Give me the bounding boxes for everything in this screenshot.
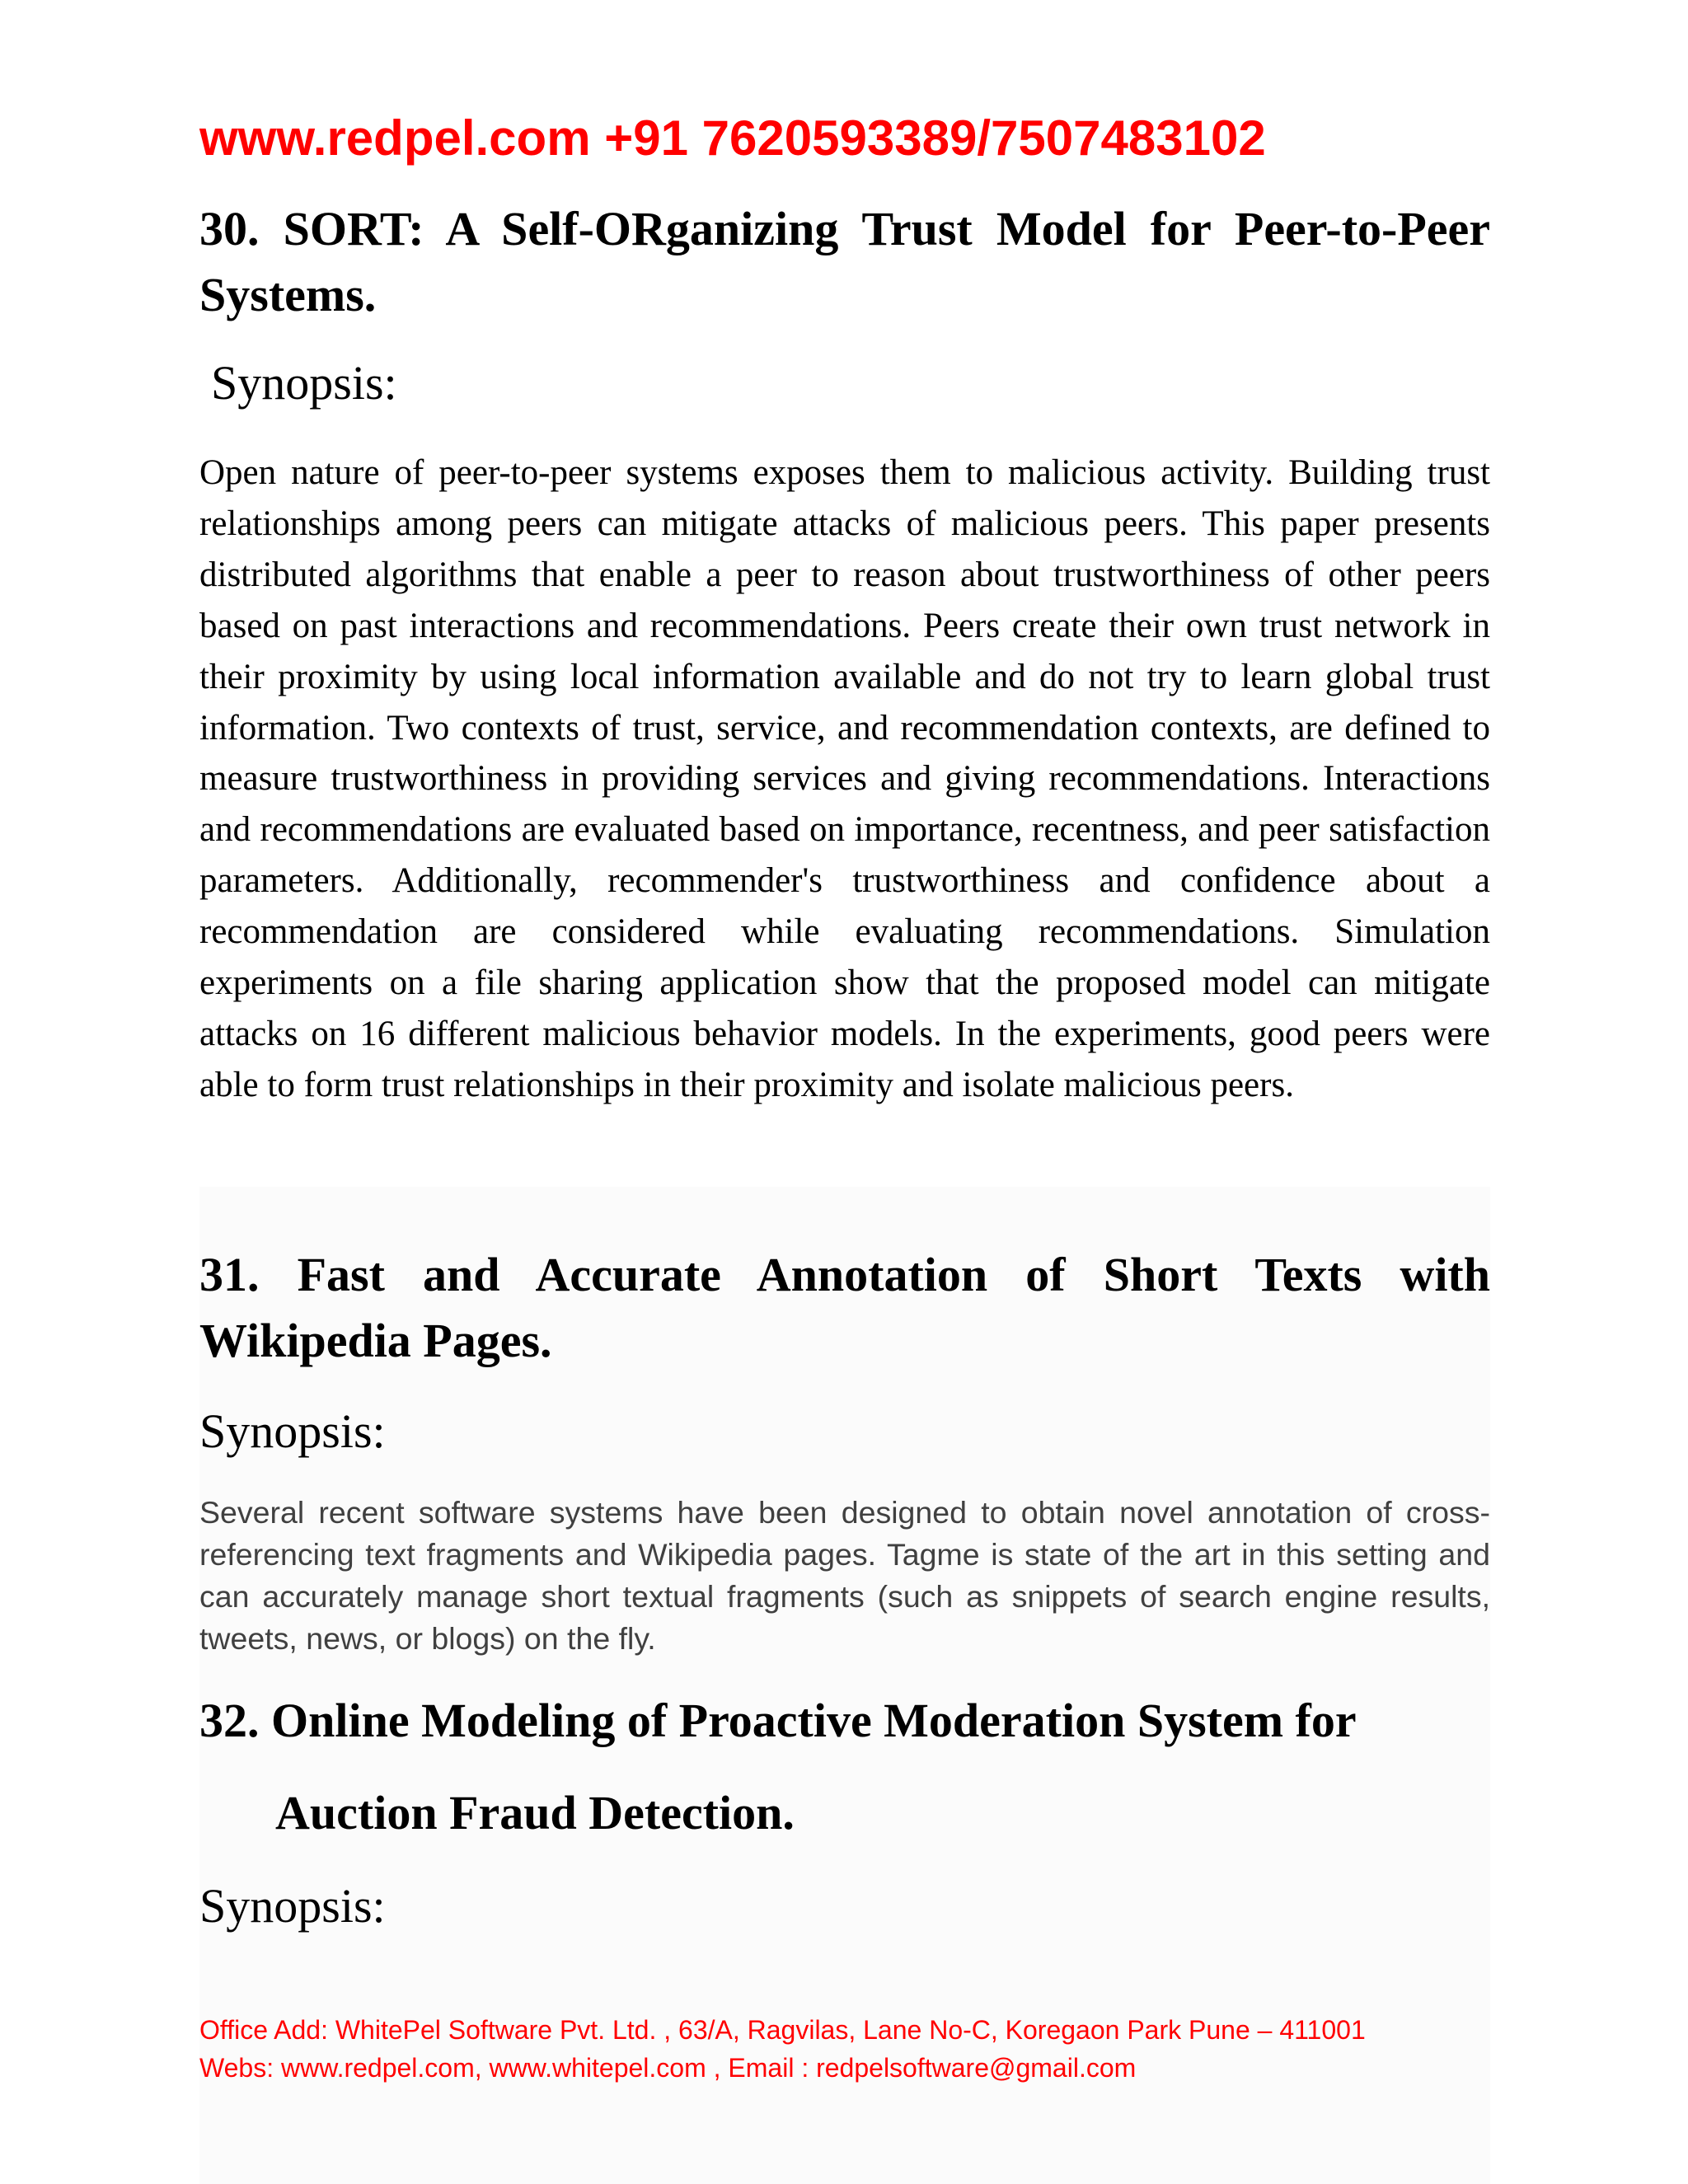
section-31-body: Several recent software systems have been designed to obtain novel annotation of cross-referencing text fragments and Wikipedia pages. Tagme is state of the art in this setting and can accurately manage short textual fragments (such as snippets of search engine results, tweets, news, or blogs) on the fly. — [199, 1495, 1490, 1656]
section-31-synopsis-label: Synopsis: — [199, 1404, 386, 1458]
footer-office-address: Office Add: WhitePel Software Pvt. Ltd. , 63/A, Ragvilas, Lane No-C, Koregaon Park Pune – 411001 — [199, 2015, 1366, 2045]
section-30-body: Open nature of peer-to-peer systems exposes them to malicious activity. Building trust relationships among peers can mitigate attacks of malicious peers. This paper presents distributed algorithms that enable a peer to reason about trustworthiness of other peers based on past interactions and recommendations. Peers create their own trust network in their proximity by using local information available and do not try to learn global trust information. Two contexts of trust, service, and recommendation contexts, are defined to measure trustworthiness in providing services and giving recommendations. Interactions and recommendations are evaluated based on importance, recentness, and peer satisfaction parameters. Additionally, recommender's trustworthiness and confidence about a recommendation are considered while evaluating recommendations. Simulation experiments on a file sharing application show that the proposed model can mitigate attacks on 16 different malicious behavior models. In the experiments, good peers were able to form trust relationships in their proximity and isolate malicious peers. — [199, 453, 1490, 1104]
section-30-synopsis-label: Synopsis: — [211, 356, 397, 410]
section-32-title-line1: 32. Online Modeling of Proactive Moderation System for — [199, 1694, 1357, 1747]
footer — [199, 2011, 1485, 2087]
section-30-title: 30. SORT: A Self-ORganizing Trust Model for Peer-to-Peer Systems. — [199, 202, 1490, 321]
contact-header: www.redpel.com +91 7620593389/7507483102 — [199, 110, 1266, 166]
section-32-synopsis-label: Synopsis: — [199, 1879, 386, 1933]
section-32-title-line2: Auction Fraud Detection. — [275, 1786, 795, 1840]
section-31-title: 31. Fast and Accurate Annotation of Short Texts with Wikipedia Pages. — [199, 1248, 1490, 1367]
footer-web-links: Webs: www.redpel.com, www.whitepel.com , Email : redpelsoftware@gmail.com — [199, 2053, 1137, 2083]
